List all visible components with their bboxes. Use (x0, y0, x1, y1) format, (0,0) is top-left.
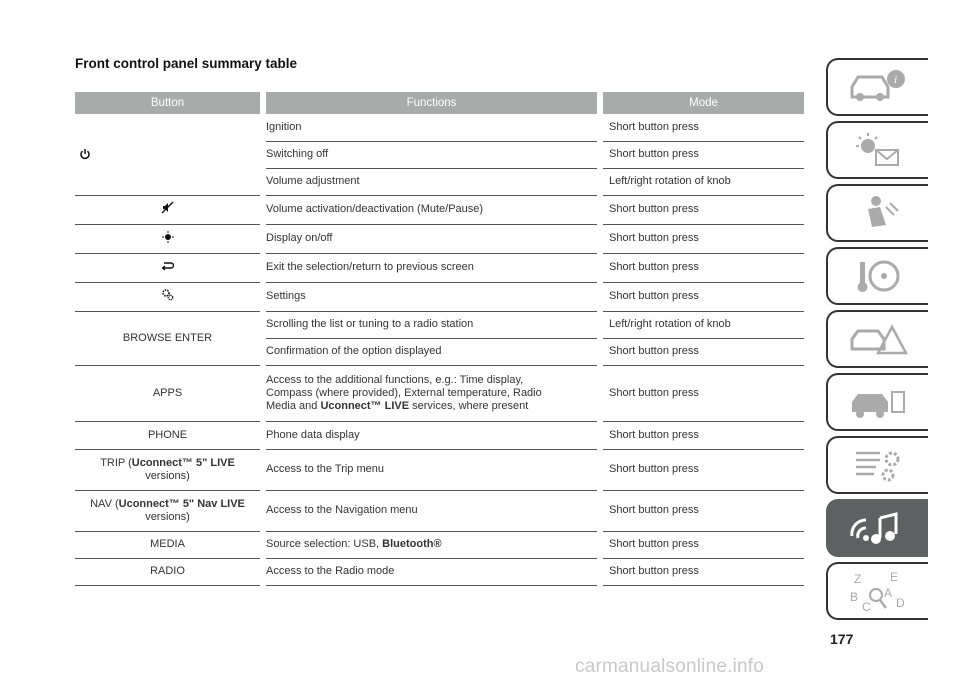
page-number: 177 (830, 631, 854, 647)
function-line: Media and (266, 399, 321, 412)
mode-cell: Left/right rotation of knob (603, 168, 804, 195)
button-cell: PHONE (75, 421, 260, 449)
power-icon (79, 148, 256, 160)
svg-text:i: i (894, 74, 898, 86)
tab-specs[interactable] (826, 436, 928, 494)
function-line: services, where present (409, 399, 529, 412)
button-cell: BROWSE ENTER (75, 311, 260, 365)
mode-cell: Short button press (603, 365, 804, 421)
table-header-row (75, 92, 804, 114)
svg-text:C: C (862, 600, 871, 613)
svg-text:B: B (850, 590, 859, 604)
function-line: Access to the additional functions, e.g.: Time display, (266, 373, 524, 386)
mode-cell: Short button press (603, 531, 804, 558)
mode-cell: Short button press (603, 421, 804, 449)
tab-car-warning[interactable] (826, 310, 928, 368)
table-row (75, 558, 804, 585)
mode-cell: Short button press (603, 282, 804, 311)
function-cell: Phone data display (266, 421, 597, 449)
function-cell: Access to the Navigation menu (266, 490, 597, 531)
tab-multimedia[interactable] (826, 499, 928, 557)
function-cell: Confirmation of the option displayed (266, 338, 597, 365)
button-cell: MEDIA (75, 531, 260, 558)
chapter-sidebar (826, 58, 928, 625)
function-cell: Settings (266, 282, 597, 311)
function-cell: Exit the selection/return to previous screen (266, 253, 597, 282)
function-text-bold: Bluetooth® (382, 538, 442, 550)
tab-steering-key[interactable] (826, 247, 928, 305)
button-cell (75, 224, 260, 253)
table-row (75, 449, 804, 490)
car-service-icon (846, 382, 910, 422)
tab-seat-airbag[interactable] (826, 184, 928, 242)
steering-key-icon (846, 256, 910, 296)
tab-warning-lights[interactable] (826, 121, 928, 179)
svg-text:A: A (884, 586, 893, 600)
svg-text:D: D (896, 596, 905, 610)
function-cell: Access to the Radio mode (266, 558, 597, 585)
watermark-text: carmanualsonline.info (575, 656, 765, 677)
summary-table (75, 92, 804, 586)
button-cell (75, 253, 260, 282)
specs-gear-icon (846, 445, 910, 485)
button-label: versions) (145, 510, 190, 523)
mode-cell: Short button press (603, 253, 804, 282)
button-label: TRIP ( (100, 456, 132, 469)
mode-cell: Short button press (603, 490, 804, 531)
button-label: versions) (145, 469, 190, 482)
function-cell: Switching off (266, 141, 597, 168)
function-cell: Volume activation/deactivation (Mute/Pause) (266, 195, 597, 224)
back-arrow-icon (161, 261, 174, 271)
svg-text:E: E (890, 570, 899, 584)
table-row (75, 114, 804, 141)
button-label: NAV ( (90, 497, 119, 510)
button-cell (75, 490, 260, 531)
table-row (75, 490, 804, 531)
button-cell (75, 114, 260, 195)
button-cell (75, 282, 260, 311)
button-label-bold: Uconnect™ 5" LIVE (131, 456, 235, 469)
table-row (75, 365, 804, 421)
settings-gear-icon (161, 288, 174, 301)
header-mode: Mode (603, 92, 804, 114)
index-letters-icon (846, 569, 910, 613)
header-functions: Functions (266, 92, 597, 114)
table-row (75, 195, 804, 224)
svg-text:Z: Z (854, 572, 862, 586)
button-cell (75, 449, 260, 490)
mode-cell: Short button press (603, 224, 804, 253)
tab-car-info[interactable] (826, 58, 928, 116)
tab-index[interactable] (826, 562, 928, 620)
button-cell: RADIO (75, 558, 260, 585)
mode-cell: Short button press (603, 449, 804, 490)
mode-cell: Short button press (603, 338, 804, 365)
function-cell: Scrolling the list or tuning to a radio station (266, 311, 597, 338)
button-cell (75, 195, 260, 224)
car-info-icon (846, 67, 910, 107)
warning-lights-icon (846, 130, 910, 170)
table-row (75, 311, 804, 338)
mode-cell: Short button press (603, 558, 804, 585)
multimedia-icon (846, 508, 910, 548)
mode-cell: Left/right rotation of knob (603, 311, 804, 338)
function-cell: Ignition (266, 114, 597, 141)
button-label-bold: Uconnect™ 5" Nav LIVE (118, 497, 245, 510)
function-cell (266, 365, 597, 421)
mode-cell: Short button press (603, 114, 804, 141)
function-line-bold: Uconnect™ LIVE (320, 399, 410, 412)
function-line: Compass (where provided), External temperature, Radio (266, 386, 542, 399)
table-row (75, 531, 804, 558)
car-warning-icon (846, 319, 910, 359)
tab-car-service[interactable] (826, 373, 928, 431)
function-cell: Display on/off (266, 224, 597, 253)
seat-airbag-icon (846, 193, 910, 233)
function-text: Source selection: USB, (266, 538, 383, 550)
function-cell (266, 531, 597, 558)
table-row (75, 224, 804, 253)
mute-icon (161, 201, 174, 214)
display-icon (162, 231, 174, 243)
page-title: Front control panel summary table (75, 56, 298, 71)
button-cell: APPS (75, 365, 260, 421)
table-row (75, 421, 804, 449)
function-cell: Volume adjustment (266, 168, 597, 195)
mode-cell: Short button press (603, 195, 804, 224)
function-cell: Access to the Trip menu (266, 449, 597, 490)
table-row (75, 253, 804, 282)
table-row (75, 282, 804, 311)
mode-cell: Short button press (603, 141, 804, 168)
header-button: Button (75, 92, 260, 114)
